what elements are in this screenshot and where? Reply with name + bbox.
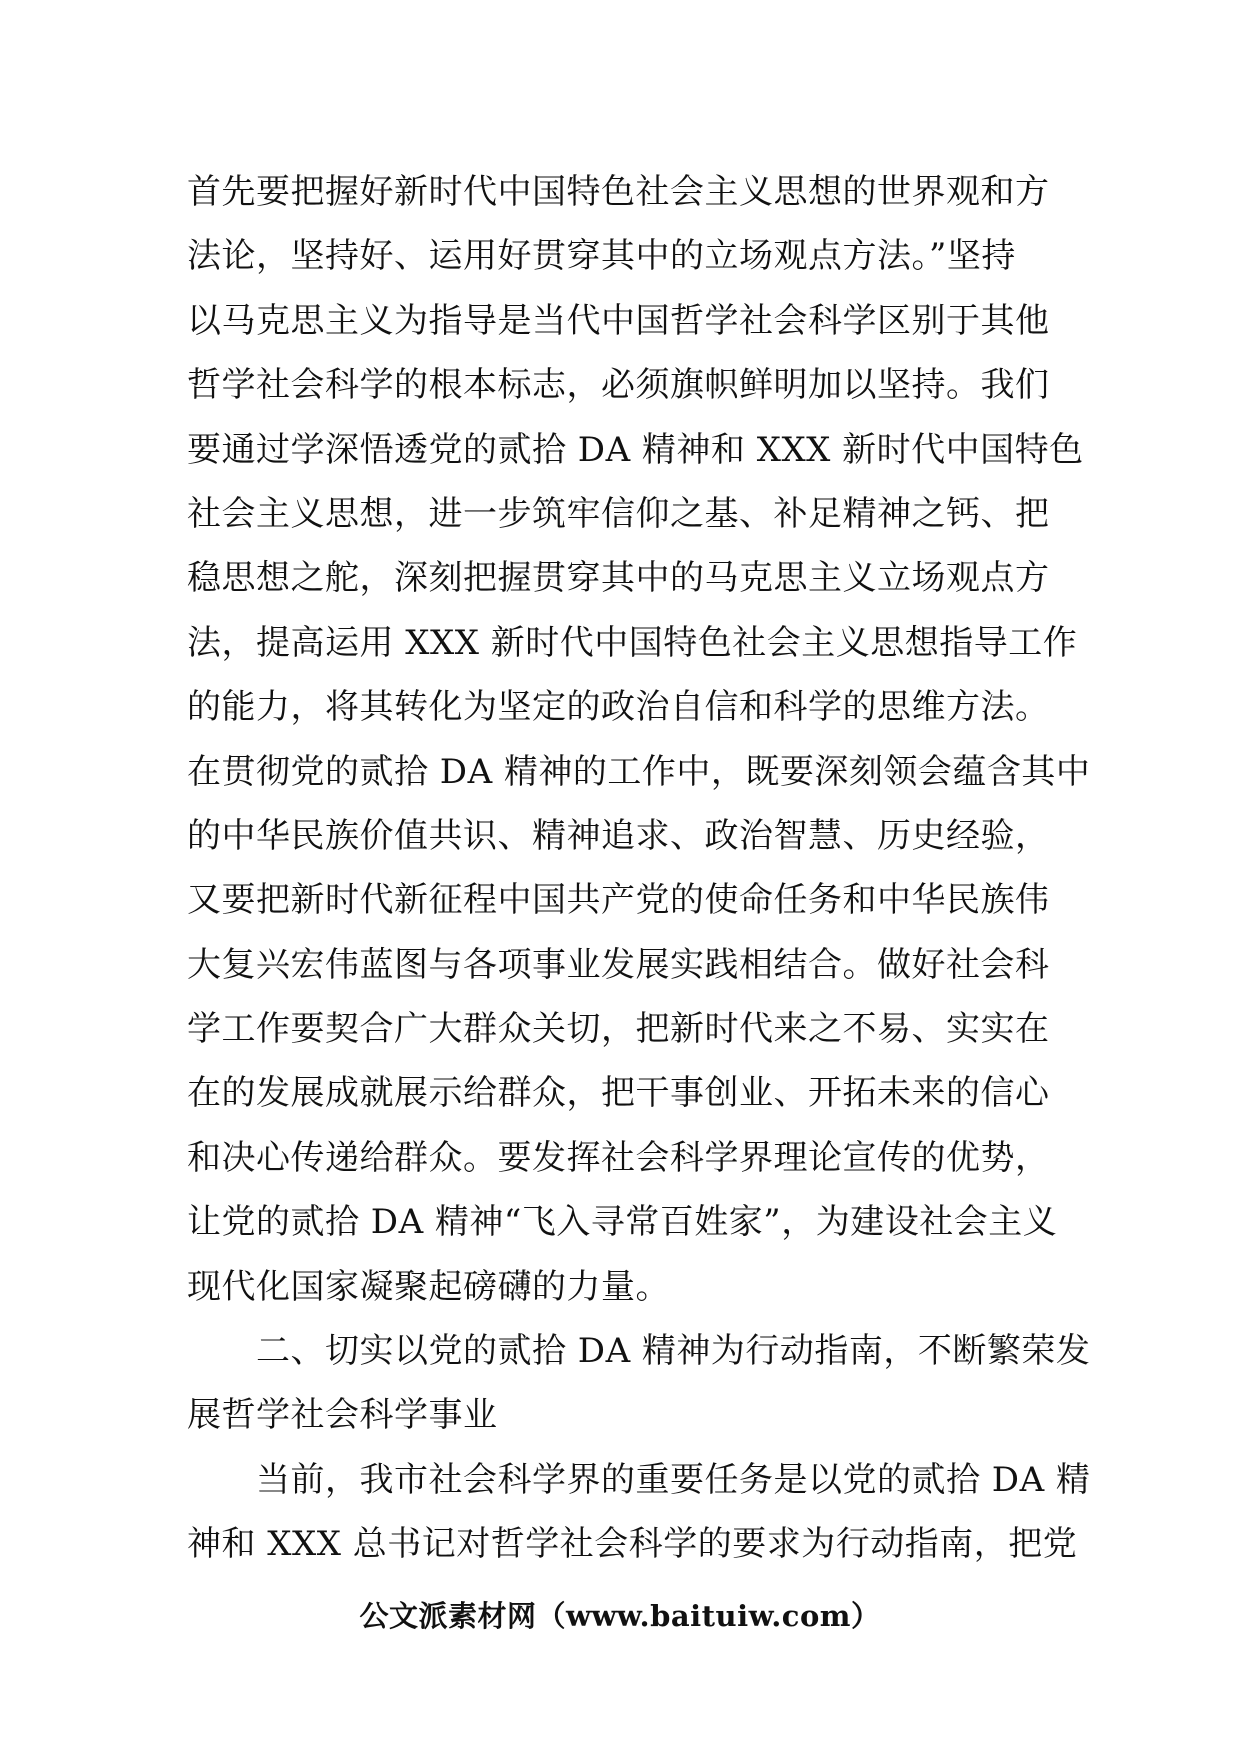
paragraph-1	[187, 160, 1091, 1319]
text-line: 大复兴宏伟蓝图与各项事业发展实践相结合。做好社会科	[187, 944, 1050, 985]
text-line: 又要把新时代新征程中国共产党的使命任务和中华民族伟	[187, 880, 1050, 921]
text-line: 的能力，将其转化为坚定的政治自信和科学的思维方法。	[187, 687, 1050, 728]
heading-line: 展哲学社会科学事业	[187, 1395, 498, 1436]
text-line: 哲学社会科学的根本标志，必须旗帜鲜明加以坚持。我们	[187, 365, 1050, 406]
text-line: 要通过学深悟透党的贰拾 DA 精神和 XXX 新时代中国特色	[187, 429, 1084, 470]
text-line: 让党的贰拾 DA 精神“飞入寻常百姓家”，为建设社会主义	[187, 1202, 1058, 1243]
text-line: 在贯彻党的贰拾 DA 精神的工作中，既要深刻领会蕴含其中	[187, 751, 1091, 792]
text-line: 法，提高运用 XXX 新时代中国特色社会主义思想指导工作	[187, 622, 1078, 663]
text-line: 学工作要契合广大群众关切，把新时代来之不易、实实在	[187, 1009, 1050, 1050]
text-line: 当前，我市社会科学界的重要任务是以党的贰拾 DA 精	[187, 1459, 1091, 1500]
text-line: 在的发展成就展示给群众，把干事创业、开拓未来的信心	[187, 1073, 1050, 1114]
text-line: 神和 XXX 总书记对哲学社会科学的要求为行动指南，把党	[187, 1524, 1078, 1565]
document-body	[187, 160, 1091, 1577]
footer-watermark-text: 公文派素材网（www.baituiw.com）	[359, 1599, 881, 1633]
text-line: 社会主义思想，进一步筑牢信仰之基、补足精神之钙、把	[187, 493, 1050, 534]
heading-line: 二、切实以党的贰拾 DA 精神为行动指南，不断繁荣发	[187, 1331, 1091, 1372]
text-line: 的中华民族价值共识、精神追求、政治智慧、历史经验，	[187, 815, 1050, 856]
text-line: 首先要把握好新时代中国特色社会主义思想的世界观和方	[187, 172, 1050, 212]
section-heading	[187, 1319, 1091, 1448]
text-line: 稳思想之舵，深刻把握贯穿其中的马克思主义立场观点方	[187, 558, 1050, 599]
text-line: 以马克思主义为指导是当代中国哲学社会科学区别于其他	[187, 300, 1050, 341]
text-line: 和决心传递给群众。要发挥社会科学界理论宣传的优势，	[187, 1137, 1050, 1178]
text-line: 法论，坚持好、运用好贯穿其中的立场观点方法。”坚持	[187, 236, 1016, 277]
text-line: 现代化国家凝聚起磅礴的力量。	[187, 1266, 670, 1307]
paragraph-2	[187, 1448, 1091, 1577]
